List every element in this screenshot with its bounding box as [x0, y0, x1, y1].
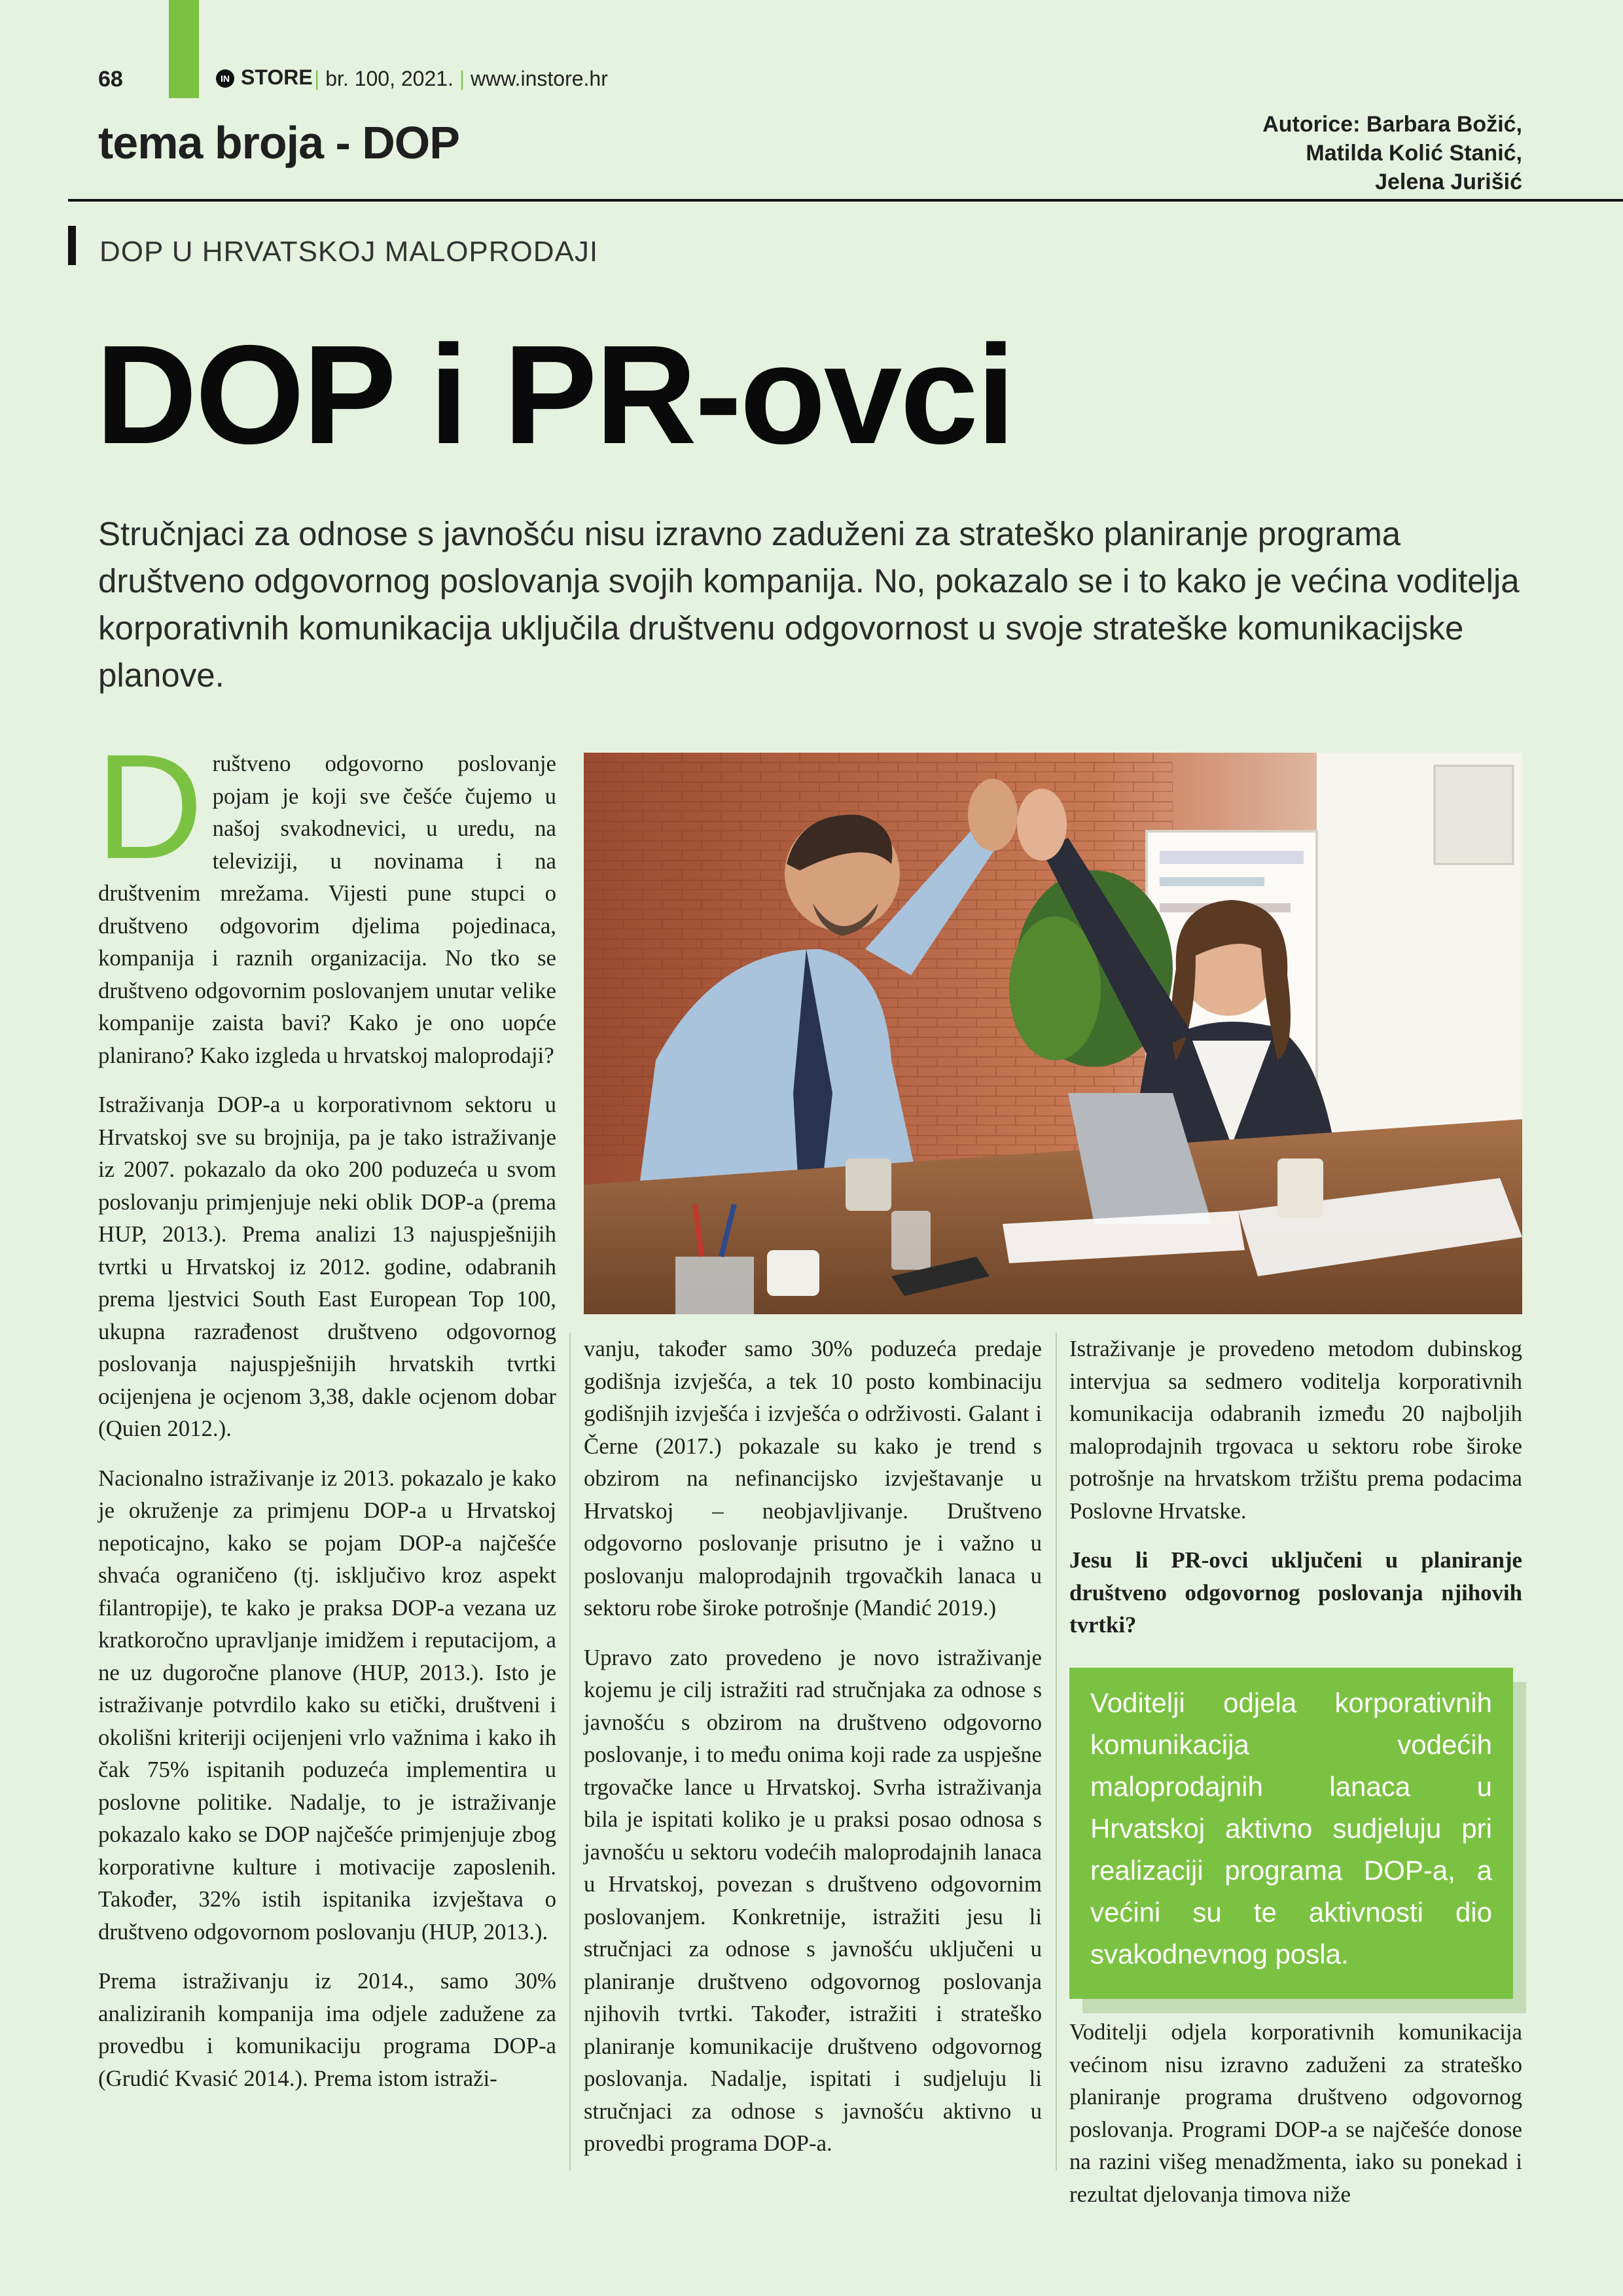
drop-cap: D	[96, 724, 204, 890]
column-2	[584, 1333, 1042, 2177]
kicker-bar	[68, 226, 76, 265]
paragraph: Društveno odgovorno poslovanje pojam je koji sve češće čujemo u našoj svakodnevici, u uredu, na televiziji, u novinama i na društvenim mrežama. Vijesti pune stupci o društveno odgovorim djelima pojedinaca, kompanija i raznih organizacija. No tko se društveno odgovornim poslovanjem unutar velike kompanije zaista bavi? Kako je ono uopće planirano? Kako izgleda u hrvatskoj maloprodaji?	[96, 724, 556, 1068]
column-3-continued	[1069, 2016, 1522, 2227]
paragraph: Istraživanja DOP-a u korporativnom sektoru u Hrvatskoj sve su brojnija, pa je tako istraživanje iz 2007. pokazalo da oko 200 poduzeća u svom poslovanju primjenjuje neki oblik DOP-a (prema HUP, 2013.). Prema analizi 13 najuspješnijih tvrtki u Hrvatskoj iz 2012. godine, odabranih prema ljestvici South East European Top 100, ukupna razrađenost društveno odgovornog poslovanja najuspješnijih hrvatskih tvrtki ocijenjena je ocjenom 3,38, dakle ocjenom dobar (Quien 2012.).	[98, 1092, 556, 1441]
paragraph: Upravo zato provedeno je novo istraživanje kojemu je cilj istražiti rad stručnjaka za odnose s javnošću s obzirom na društveno odgovorno poslovanje, i to među onima koji rade za uspješne trgovačke lance u Hrvatskoj. Svrha istraživanja bila je ispitati koliko je u praksi posao odnosa s javnošću u sektoru vodećih maloprodajnih lanaca u Hrvatskoj, povezan s društveno odgovornim poslovanjem. Konkretnije, istražiti jesu li stručnjaci za odnose s javnošću uključeni u planiranje društveno odgovornog poslovanja njihovih tvrtki. Također, istražiti i strateško planiranje komunikacije društveno odgovornog poslovanja. Nadalje, ispitati i sudjeluju li stručnjaci za odnose s javnošću aktivno u provedbi programa DOP-a.	[584, 1644, 1042, 2156]
article-lead: Stručnjaci za odnose s javnošću nisu izravno zaduženi za strateško planiranje programa društveno odgovornog poslovanja svojih kompanija. No, pokazalo se i to kako je većina voditelja korporativnih komunikacija uključila društvenu odgovornost u svoje strateške komunikacijske planove.	[98, 515, 1520, 694]
author-line: Autorice: Barbara Božić,	[1262, 112, 1522, 137]
header-rule	[68, 199, 1623, 202]
subheading-question: Jesu li PR-ovci uključeni u planiranje društveno odgovornog poslovanja njihovih tvrtki?	[1069, 1547, 1522, 1638]
kicker: DOP U HRVATSKOJ MALOPRODAJI	[99, 236, 599, 268]
separator: |	[459, 67, 465, 90]
instore-logo-text: STORE	[241, 65, 313, 89]
column-divider	[1056, 1333, 1057, 2170]
page-number: 68	[98, 67, 123, 92]
article-title: DOP i PR-ovci	[96, 315, 1014, 473]
paragraph: Istraživanje je provedeno metodom dubinskog intervjua sa sedmero voditelja korporativnih komunikacija odabranih između 20 najboljih maloprodajnih trgovaca u sektoru robe široke potrošnje na hrvatskom tržištu prema podacima Poslovne Hrvatske.	[1069, 1336, 1522, 1524]
separator: |	[314, 67, 320, 90]
paragraph: Prema istraživanju iz 2014., samo 30% analiziranih kompanija ima odjele zadužene za provedbu i komunikaciju programa DOP-a (Grudić Kvasić 2014.). Prema istom istraži-	[98, 1968, 556, 2091]
callout-text: Voditelji odjela korporativnih komunikacija vodećih maloprodajnih lanaca u Hrvatskoj aktivno sudjeluju pri realizaciji programa DOP-a, a većini su te aktivnosti dio svakodnevnog posla.	[1090, 1687, 1492, 1969]
author-line: Matilda Kolić Stanić,	[1306, 141, 1522, 166]
column-divider	[569, 1333, 571, 2170]
instore-logo-icon: IN	[216, 69, 234, 88]
paragraph: vanju, također samo 30% poduzeća predaje godišnja izvješća, a tek 10 posto kombinaciju godišnjih izvješća i izvješća o održivosti. Galant i Černe (2017.) pokazale su kako je trend s obzirom na nefinancijsko izvještavanje u Hrvatskoj – neobjavljivanje. Društveno odgovorno poslovanje prisutno je i važno u poslovanju maloprodajnih trgovačkih lanaca u sektoru robe široke potrošnje (Mandić 2019.)	[584, 1336, 1042, 1621]
authors	[933, 110, 1522, 196]
section-title: tema broja - DOP	[98, 117, 459, 168]
website-link[interactable]: www.instore.hr	[471, 67, 608, 90]
paragraph: Voditelji odjela korporativnih komunikacija većinom nisu izravno zaduženi za strateško planiranje programa društveno odgovornog poslovanja. Programi DOP-a se najčešće donose na razini višeg menadžmenta, iako su ponekad i rezultat djelovanja timova niže	[1069, 2019, 1522, 2207]
header-accent-tab	[169, 0, 199, 98]
column-3	[1069, 1333, 1522, 1659]
office-high-five-photo	[584, 753, 1522, 1314]
issue-number: br. 100, 2021.	[325, 67, 454, 90]
issue-info	[314, 67, 608, 91]
column-1	[96, 724, 556, 2111]
author-line: Jelena Jurišić	[1375, 170, 1522, 194]
paragraph: Nacionalno istraživanje iz 2013. pokazalo je kako je okruženje za primjenu DOP-a u Hrvatskoj nepoticajno, kako se pojam DOP-a najčešće shvaća ograničeno (tj. isključivo kroz aspekt filantropije), te kako je praksa DOP-a vezana uz kratkoročno upravljanje imidžem i reputacijom, a ne uz dugoročne planove (HUP, 2013.). Isto je istraživanje potvrdilo kako su etički, društveni i okolišni kriteriji ocijenjeni vrlo važnima i kako ih čak 75% ispitanih poduzeća implementira u poslovne politike. Nadalje, to je istraživanje pokazalo kako se DOP najčešće primjenjuje zbog korporativne kulture i motivacije zaposlenih. Također, 32% istih ispitanika izvještava o društveno odgovornom poslovanju (HUP, 2013.).	[98, 1465, 556, 1945]
